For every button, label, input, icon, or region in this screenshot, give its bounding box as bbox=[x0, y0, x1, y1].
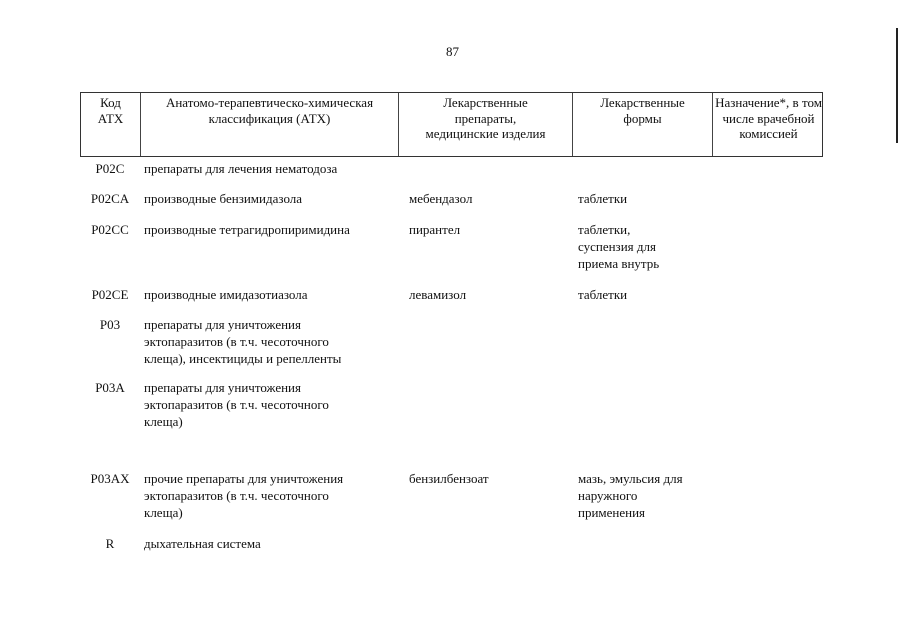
header-forms: Лекарственные формы bbox=[572, 93, 712, 156]
header-drugs: Лекарственные препараты, медицинские изделия bbox=[398, 93, 572, 156]
row-code: P03A bbox=[95, 380, 125, 395]
header-code: Код АТХ bbox=[97, 95, 124, 126]
row-drug: мебендазол bbox=[409, 191, 473, 206]
row-drug: пирантел bbox=[409, 222, 461, 237]
row-atx: производные бензимидазола bbox=[144, 191, 303, 206]
row-drug: бензилбензоат bbox=[409, 471, 489, 486]
row-atx: дыхательная система bbox=[144, 536, 261, 551]
row-code: P02CE bbox=[91, 287, 129, 302]
row-form: таблетки bbox=[578, 287, 628, 302]
row-code: P02CA bbox=[90, 191, 130, 206]
row-code: R bbox=[105, 536, 115, 551]
row-atx: производные имидазотиазола bbox=[144, 287, 308, 302]
row-atx: препараты для уничтожения эктопаразитов (в т.ч. чесоточного клеща) bbox=[144, 380, 329, 429]
row-code: P02CC bbox=[91, 222, 129, 237]
row-atx: производные тетрагидропиримидина bbox=[144, 222, 350, 237]
row-drug: левамизол bbox=[409, 287, 467, 302]
header-atx: Анатомо-терапевтическо-химическая классификация (АТХ) bbox=[140, 93, 398, 156]
row-atx: препараты для уничтожения эктопаразитов (в т.ч. чесоточного клеща), инсектициды и репелленты bbox=[144, 317, 342, 366]
header-purpose: Назначение*, в том числе врачебной комиссией bbox=[712, 93, 824, 156]
row-atx: прочие препараты для уничтожения эктопаразитов (в т.ч. чесоточного клеща) bbox=[144, 471, 344, 520]
table-header bbox=[80, 92, 823, 157]
page-number: 87 bbox=[446, 44, 459, 59]
row-code: P02C bbox=[95, 161, 125, 176]
row-form: таблетки, суспензия для приема внутрь bbox=[578, 222, 660, 271]
row-form: таблетки bbox=[578, 191, 628, 206]
row-form: мазь, эмульсия для наружного применения bbox=[578, 471, 683, 520]
row-code: P03AX bbox=[90, 471, 130, 486]
page-edge-line bbox=[896, 28, 898, 143]
row-atx: препараты для лечения нематодоза bbox=[144, 161, 338, 176]
row-code: P03 bbox=[99, 317, 121, 332]
